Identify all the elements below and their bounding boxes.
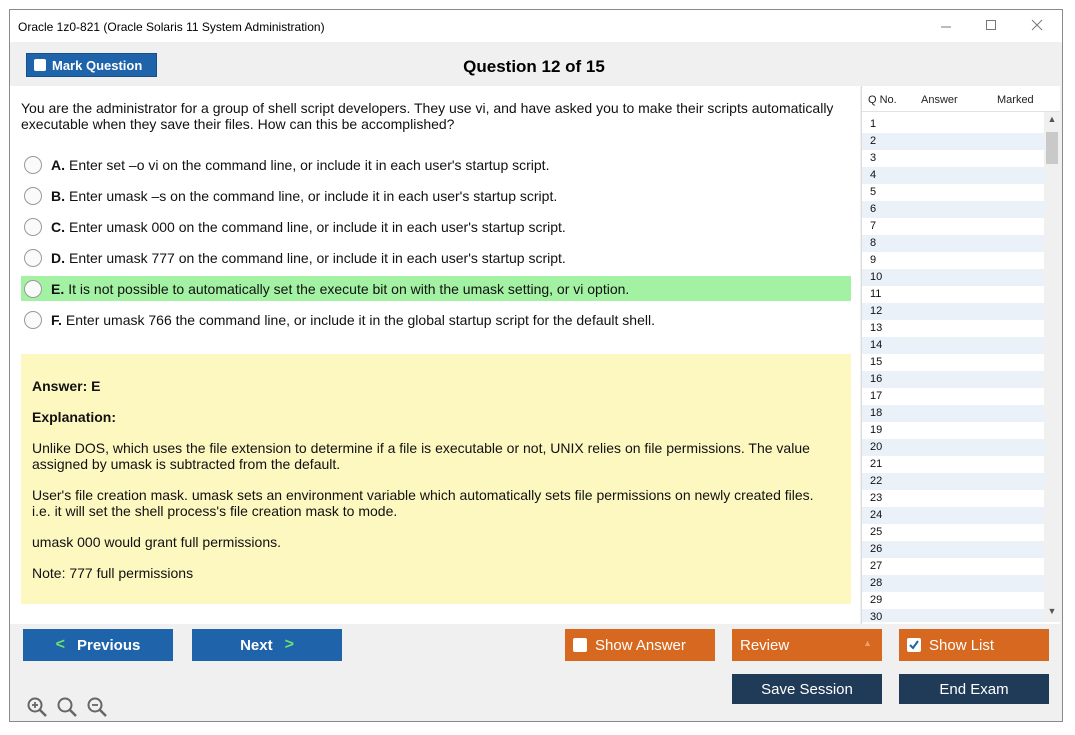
review-label: Review	[740, 636, 790, 654]
radio-button[interactable]	[24, 218, 42, 236]
mark-question-label: Mark Question	[52, 57, 143, 73]
explanation-paragraph: Note: 777 full permissions	[32, 565, 194, 581]
answer-label: Answer: E	[32, 378, 101, 394]
next-button[interactable]	[192, 629, 342, 661]
explanation-heading: Explanation:	[32, 409, 117, 425]
show-list-button[interactable]	[899, 629, 1049, 661]
question-list-row[interactable]: 30	[862, 609, 1044, 622]
minimize-icon	[940, 19, 952, 31]
question-list-row[interactable]: 16	[862, 371, 1044, 388]
question-list-row[interactable]: 20	[862, 439, 1044, 456]
option-letter: C.	[51, 218, 65, 235]
bottom-bar	[10, 624, 1062, 722]
question-list-row[interactable]: 21	[870, 458, 883, 470]
chevron-right-icon: >	[284, 636, 294, 653]
toolbar	[10, 42, 1062, 86]
previous-button[interactable]	[23, 629, 173, 661]
question-list-scrollbar[interactable]	[1044, 112, 1060, 622]
zoom-in-icon[interactable]	[26, 696, 48, 718]
question-list-row[interactable]: 19	[870, 424, 883, 436]
question-list-row[interactable]: 23	[870, 492, 883, 504]
checked-checkbox-icon	[907, 638, 921, 652]
scroll-down-icon[interactable]: ▼	[1047, 606, 1057, 616]
option-text: Enter umask –s on the command line, or include it in each user's startup script.	[69, 187, 558, 204]
close-icon	[1031, 19, 1043, 31]
question-list-row[interactable]: 10	[862, 269, 1044, 286]
scroll-up-icon[interactable]: ▲	[1047, 114, 1057, 124]
chevron-left-icon: <	[55, 636, 65, 653]
option-e[interactable]	[21, 276, 851, 301]
explanation-box	[21, 354, 851, 604]
radio-button[interactable]	[24, 280, 42, 298]
option-text: Enter umask 777 on the command line, or include it in each user's startup script.	[69, 249, 566, 266]
question-panel	[10, 86, 860, 624]
app-window	[9, 9, 1063, 722]
question-list-row[interactable]: 3	[870, 152, 877, 164]
column-header-marked: Marked	[997, 94, 1034, 106]
option-c[interactable]	[21, 214, 851, 239]
save-session-button[interactable]	[732, 674, 882, 704]
zoom-out-icon[interactable]	[86, 696, 108, 718]
question-list-row[interactable]: 27	[870, 560, 883, 572]
next-label: Next	[240, 636, 273, 654]
mark-question-button[interactable]	[26, 53, 157, 77]
question-list-row[interactable]: 22	[862, 473, 1044, 490]
option-d[interactable]	[21, 245, 851, 270]
radio-button[interactable]	[24, 249, 42, 267]
question-counter: Question 12 of 15	[463, 57, 605, 76]
scroll-thumb[interactable]	[1046, 132, 1058, 164]
radio-button[interactable]	[24, 187, 42, 205]
show-answer-button[interactable]	[565, 629, 715, 661]
question-list-row[interactable]: 2	[862, 133, 1044, 150]
question-list-header	[862, 86, 1060, 112]
question-list-row[interactable]: 13	[870, 322, 883, 334]
option-text: Enter set –o vi on the command line, or include it in each user's startup script.	[69, 156, 550, 173]
column-header-qno: Q No.	[868, 94, 897, 106]
question-list-row[interactable]: 26	[862, 541, 1044, 558]
question-list-row[interactable]: 25	[870, 526, 883, 538]
option-f[interactable]	[21, 307, 851, 332]
question-list-rows	[862, 116, 1044, 622]
question-list-row[interactable]: 11	[870, 288, 882, 300]
dropdown-arrow-icon: ▲	[863, 638, 872, 648]
end-exam-label: End Exam	[939, 680, 1009, 698]
radio-button[interactable]	[24, 311, 42, 329]
option-letter: D.	[51, 249, 65, 266]
column-header-answer: Answer	[921, 94, 958, 106]
question-list-row[interactable]: 28	[862, 575, 1044, 592]
maximize-icon	[985, 19, 997, 31]
previous-label: Previous	[76, 636, 141, 654]
zoom-reset-icon[interactable]	[56, 696, 78, 718]
checkbox-icon	[573, 638, 587, 652]
checkbox-icon	[34, 59, 46, 71]
question-list-row[interactable]: 6	[862, 201, 1044, 218]
end-exam-button[interactable]	[899, 674, 1049, 704]
question-list-row[interactable]: 17	[870, 390, 883, 402]
question-list-row[interactable]: 4	[862, 167, 1044, 184]
option-letter: E.	[51, 280, 65, 297]
window-title: Oracle 1z0-821 (Oracle Solaris 11 System Administration)	[18, 20, 325, 34]
question-list-row[interactable]: 24	[862, 507, 1044, 524]
question-list-row[interactable]: 18	[862, 405, 1044, 422]
title-bar	[10, 10, 1062, 42]
question-list-row[interactable]: 29	[870, 594, 883, 606]
question-list-row[interactable]: 7	[870, 220, 877, 232]
question-list-row[interactable]: 8	[862, 235, 1044, 252]
option-letter: B.	[51, 187, 65, 204]
explanation-paragraph: umask 000 would grant full permissions.	[32, 534, 282, 550]
question-list-row[interactable]: 1	[870, 118, 877, 130]
save-session-label: Save Session	[761, 680, 853, 698]
radio-button[interactable]	[24, 156, 42, 174]
question-list-row[interactable]: 15	[870, 356, 883, 368]
option-text: Enter umask 000 on the command line, or include it in each user's startup script.	[69, 218, 566, 235]
question-list-row[interactable]: 14	[862, 337, 1044, 354]
option-b[interactable]	[21, 183, 851, 208]
question-text: You are the administrator for a group of shell script developers. They use vi, and have asked you to make their scripts automatically executable when they save their files. How can this be accomplished?	[21, 100, 834, 132]
close-button[interactable]	[1019, 14, 1055, 38]
review-dropdown[interactable]	[732, 629, 882, 661]
minimize-button[interactable]	[928, 14, 964, 38]
maximize-button[interactable]	[973, 14, 1009, 38]
explanation-paragraph: Unlike DOS, which uses the file extension to determine if a file is executable or not, UNIX relies on file permissions. The value assigned by umask is subtracted from the default.	[32, 440, 810, 472]
option-text: It is not possible to automatically set the execute bit on with the umask setting, or vi option.	[68, 280, 630, 297]
show-list-label: Show List	[929, 636, 995, 654]
question-list-row[interactable]: 12	[862, 303, 1044, 320]
question-list-row[interactable]: 5	[870, 186, 877, 198]
question-list-row[interactable]: 9	[870, 254, 877, 266]
option-letter: F.	[51, 311, 62, 328]
option-a[interactable]	[21, 152, 851, 177]
show-answer-label: Show Answer	[595, 636, 686, 654]
option-letter: A.	[51, 156, 65, 173]
option-text: Enter umask 766 the command line, or include it in the global startup script for the default shell.	[65, 311, 655, 328]
explanation-paragraph: User's file creation mask. umask sets an environment variable which automatically sets file permissions on newly created files. i.e. it will set the shell process's file creation mask to mode.	[32, 487, 814, 519]
question-list-panel	[861, 86, 1060, 624]
